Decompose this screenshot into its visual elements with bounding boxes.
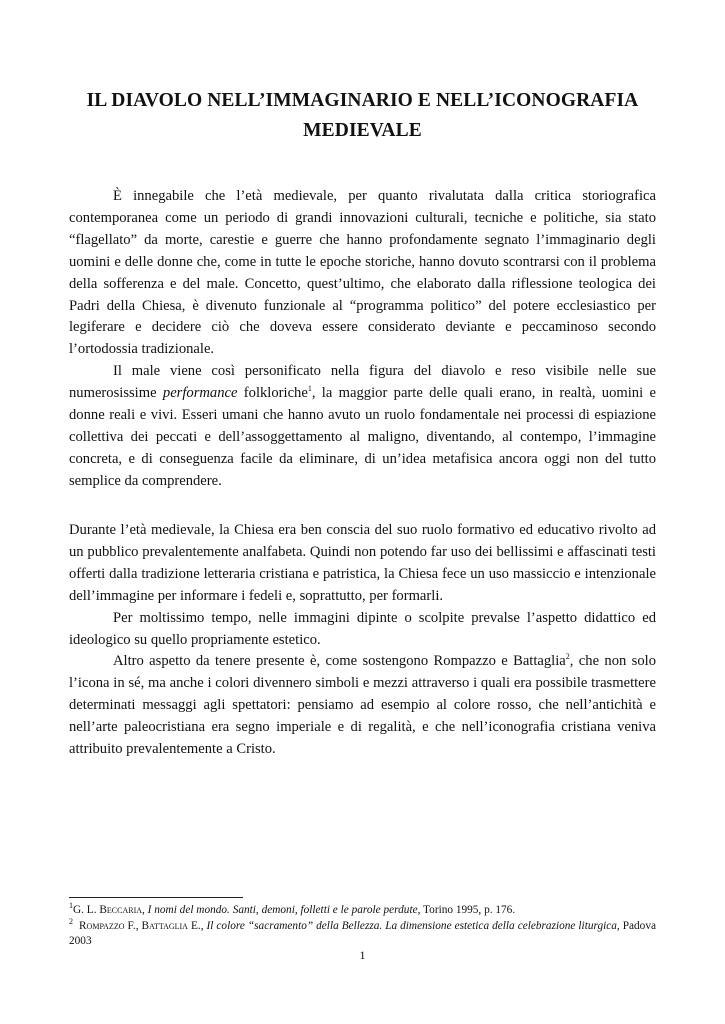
title-line-1: IL DIAVOLO NELL’IMMAGINARIO E NELL’ICONOGRAFIA (86, 90, 639, 111)
paragraph: Per moltissimo tempo, nelle immagini dipinte o scolpite prevalse l’aspetto didattico ed ideologico su quello propriamente estetico. (69, 609, 656, 648)
footnote-rest: , Padova 2003 (69, 919, 656, 948)
footnotes (69, 903, 656, 950)
footnote-divider (69, 897, 243, 898)
footnote-rest: , Torino 1995, p. 176. (417, 904, 516, 916)
footnote-number: 1 (69, 901, 73, 911)
paragraph-text: , la maggior parte delle quali erano, in realtà, uomini e donne reali e vivi. Esseri umani che hanno avuto un ruolo fondamentale nei processi di espiazione collettiva dei peccati e dell’assoggettamento al maligno, diventando, al contempo, l’immagine concreta, e di conseguenza facile da eliminare, di un’idea metafisica ancora oggi non del tutto semplice da comprendere. (69, 385, 656, 489)
footnote-author: Rompazzo F., Battaglia E. (79, 919, 201, 932)
paragraph-text: Altro aspetto da tenere presente è, come sostengono Rompazzo e Battaglia (113, 653, 566, 670)
paragraph: È innegabile che l’età medievale, per quanto rivalutata dalla critica storiografica contemporanea come un periodo di grandi innovazioni culturali, tecniche e politiche, sia stato “flagellato” da morte, carestie e guerre che hanno profondamente segnato l’immaginario degli uomini e delle donne che, come in tutte le epoche storiche, hanno dovuto scontrarsi con il problema della sofferenza e del male. Concetto, quest’ultimo, che elaborato dalla riflessione teologica dei Padri della Chiesa, è divenuto funzionale al “programma politico” del potere ecclesiastico per legiferare e decidere ciò che doveva essere considerato deviante e peccaminoso secondo l’ortodossia tradizionale. (69, 188, 656, 358)
paragraph-text: folkloriche (237, 385, 308, 402)
footnote-author: G. L. Beccaria (73, 904, 143, 916)
footnote-work: Il colore “sacramento” della Bellezza. La dimensione estetica della celebrazione liturgica (206, 919, 617, 932)
paragraph (69, 651, 656, 761)
paragraph-text: Il male viene così personificato nella figura del diavolo e reso visibile nelle sue numerosissime (69, 363, 656, 402)
body-section-1 (69, 186, 656, 493)
footnote (69, 916, 656, 950)
paragraph-text: , che non solo l’icona in sé, ma anche i colori divennero simboli e mezzi attraverso i quali era possibile trasmettere determinati messaggi agli spettatori: pensiamo ad esempio al colore rosso, che nell’antichità e nell’arte paleocristiana era segno imperiale e di regalità, e che nell’iconografia cristiana veniva attribuito prevalentemente a Cristo. (69, 653, 656, 758)
paragraph-italic: performance (162, 385, 238, 402)
footnote-work: I nomi del mondo. Santi, demoni, folletti e le parole perdute (147, 904, 418, 916)
page-number: 1 (359, 948, 366, 962)
footnote-reference[interactable]: 2 (565, 652, 570, 662)
page-title (60, 86, 665, 146)
footnote-number: 2 (69, 916, 73, 926)
footnote-separator: , (200, 919, 207, 932)
title-line-2: MEDIEVALE (303, 120, 422, 141)
paragraph (69, 361, 656, 492)
footnote-reference[interactable]: 1 (307, 384, 312, 394)
footnote (69, 903, 656, 919)
body-section-2 (69, 520, 656, 761)
footnote-separator: , (142, 904, 148, 916)
paragraph: Durante l’età medievale, la Chiesa era ben conscia del suo ruolo formativo ed educativo rivolto ad un pubblico prevalentemente analfabeta. Quindi non potendo far uso dei bellissimi e affascinati testi offerti dalla tradizione letteraria cristiana e patristica, la Chiesa fece un uso massiccio e intenzionale dell’immagine per informare i fedeli e, soprattutto, per formarli. (69, 522, 656, 604)
